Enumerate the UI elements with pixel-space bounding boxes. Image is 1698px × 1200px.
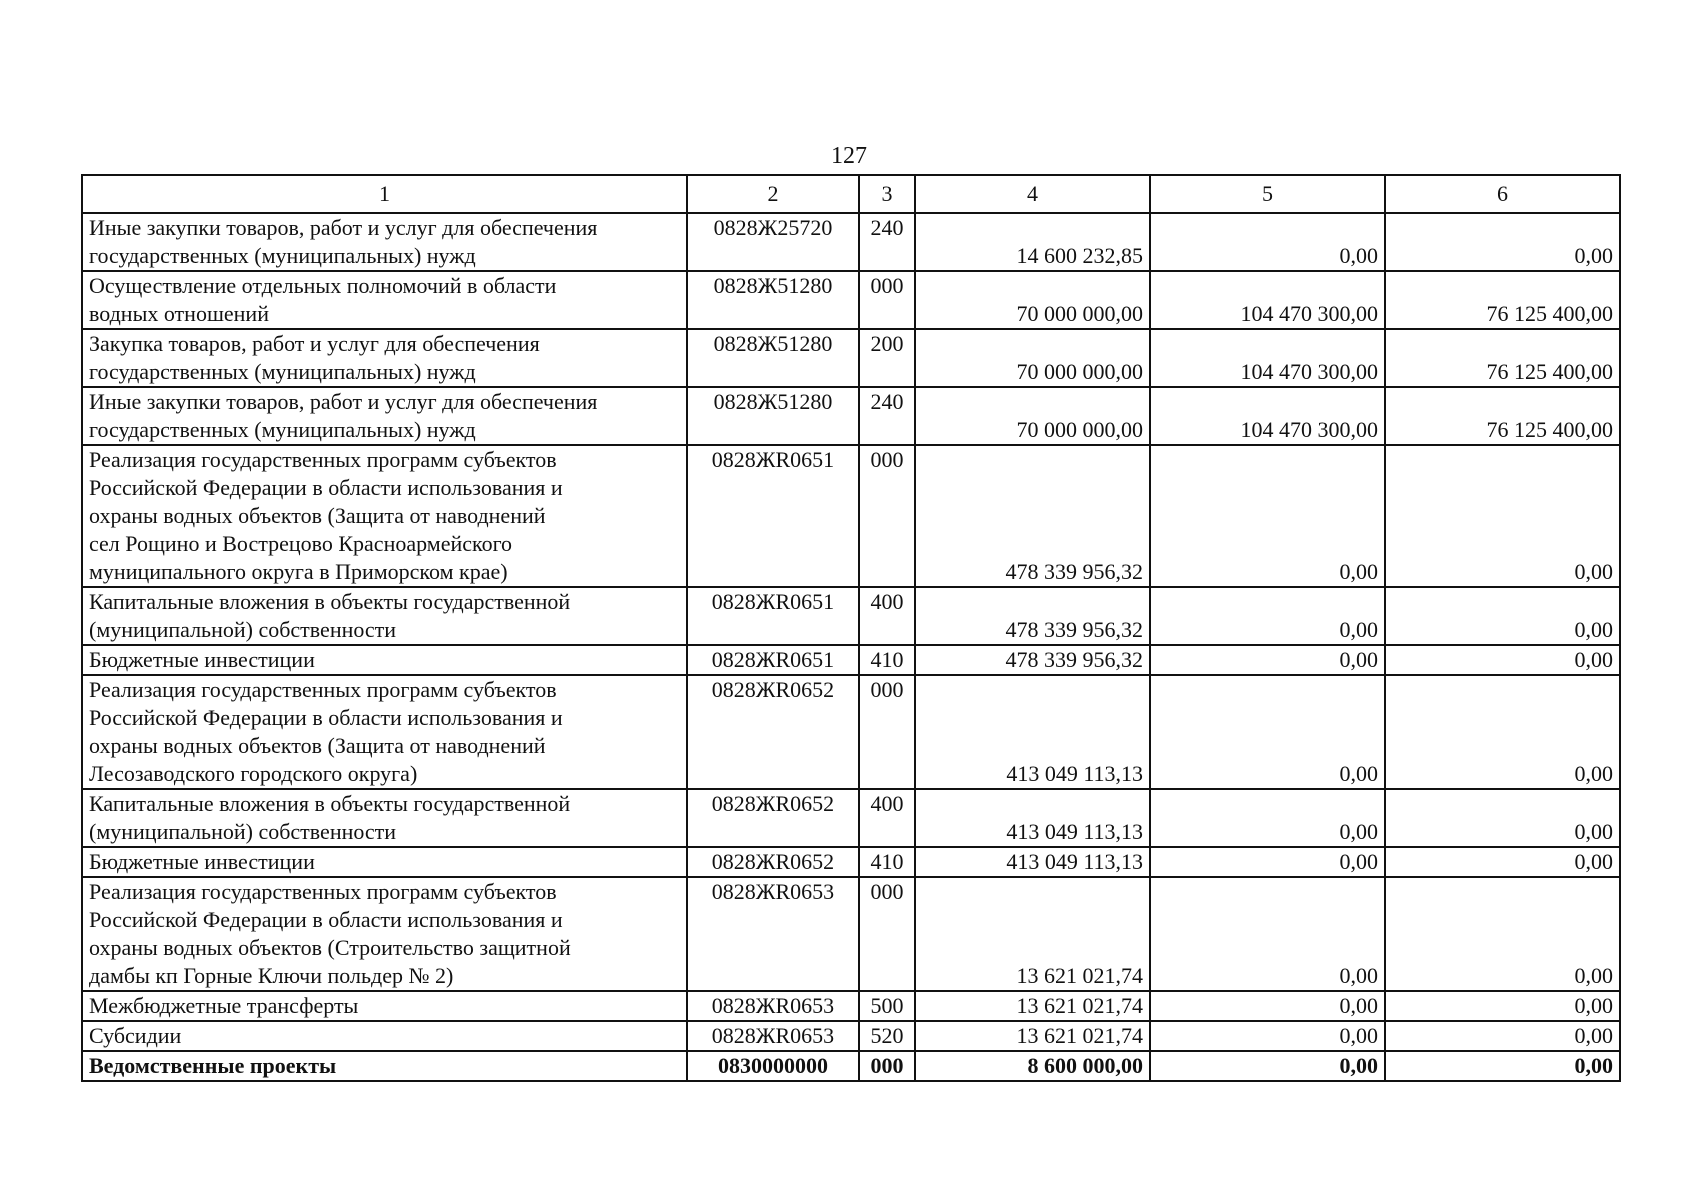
amount-col6-cell: 76 125 400,00 [1385,329,1620,387]
amount-col5-cell: 0,00 [1150,877,1385,991]
table-row [82,271,1620,329]
amount-col5-cell: 0,00 [1150,847,1385,877]
item-name-cell: Бюджетные инвестиции [82,847,687,877]
item-name-cell: Бюджетные инвестиции [82,645,687,675]
amount-col4-cell: 413 049 113,13 [915,847,1150,877]
expense-type-code-cell: 000 [859,271,915,329]
target-article-code-cell: 0830000000 [687,1051,859,1081]
amount-col4-cell: 70 000 000,00 [915,271,1150,329]
amount-col6-cell: 0,00 [1385,789,1620,847]
table-row [82,789,1620,847]
amount-col5-cell: 0,00 [1150,645,1385,675]
target-article-code-cell: 0828Ж25720 [687,213,859,271]
amount-col6-cell: 0,00 [1385,645,1620,675]
item-name-cell: Капитальные вложения в объекты государственной (муниципальной) собственности [82,587,687,645]
item-name-cell: Реализация государственных программ субъектов Российской Федерации в области использования и охраны водных объектов (Защита от наводнений сел Рощино и Вострецово Красноармейского муниципального округа в Приморском крае) [82,445,687,587]
amount-col5-cell: 0,00 [1150,587,1385,645]
amount-col5-cell: 0,00 [1150,1051,1385,1081]
budget-table-body [82,175,1620,1081]
expense-type-code-cell: 000 [859,877,915,991]
amount-col5-cell: 104 470 300,00 [1150,329,1385,387]
table-row [82,1051,1620,1081]
expense-type-code-cell: 000 [859,445,915,587]
target-article-code-cell: 0828Ж51280 [687,329,859,387]
amount-col4-cell: 70 000 000,00 [915,387,1150,445]
expense-type-code-cell: 400 [859,789,915,847]
amount-col4-cell: 13 621 021,74 [915,877,1150,991]
column-number-2: 2 [687,175,859,213]
column-number-4: 4 [915,175,1150,213]
target-article-code-cell: 0828ЖR0652 [687,675,859,789]
amount-col6-cell: 0,00 [1385,847,1620,877]
amount-col4-cell: 13 621 021,74 [915,991,1150,1021]
amount-col5-cell: 0,00 [1150,445,1385,587]
expense-type-code-cell: 240 [859,387,915,445]
amount-col5-cell: 104 470 300,00 [1150,271,1385,329]
amount-col5-cell: 0,00 [1150,675,1385,789]
table-row [82,587,1620,645]
amount-col6-cell: 0,00 [1385,587,1620,645]
expense-type-code-cell: 200 [859,329,915,387]
item-name-cell: Ведомственные проекты [82,1051,687,1081]
item-name-cell: Субсидии [82,1021,687,1051]
target-article-code-cell: 0828Ж51280 [687,271,859,329]
column-number-6: 6 [1385,175,1620,213]
amount-col5-cell: 0,00 [1150,1021,1385,1051]
target-article-code-cell: 0828ЖR0652 [687,789,859,847]
expense-type-code-cell: 500 [859,991,915,1021]
table-row [82,387,1620,445]
column-number-3: 3 [859,175,915,213]
table-row [82,877,1620,991]
item-name-cell: Иные закупки товаров, работ и услуг для обеспечения государственных (муниципальных) нужд [82,213,687,271]
item-name-cell: Реализация государственных программ субъектов Российской Федерации в области использования и охраны водных объектов (Строительство защитной дамбы кп Горные Ключи польдер № 2) [82,877,687,991]
amount-col4-cell: 478 339 956,32 [915,587,1150,645]
amount-col5-cell: 104 470 300,00 [1150,387,1385,445]
amount-col5-cell: 0,00 [1150,991,1385,1021]
item-name-cell: Реализация государственных программ субъектов Российской Федерации в области использования и охраны водных объектов (Защита от наводнений Лесозаводского городского округа) [82,675,687,789]
page-number: 127 [831,143,867,169]
table-row [82,1021,1620,1051]
amount-col6-cell: 0,00 [1385,213,1620,271]
target-article-code-cell: 0828ЖR0653 [687,877,859,991]
expense-type-code-cell: 400 [859,587,915,645]
target-article-code-cell: 0828ЖR0651 [687,587,859,645]
amount-col4-cell: 14 600 232,85 [915,213,1150,271]
item-name-cell: Иные закупки товаров, работ и услуг для обеспечения государственных (муниципальных) нужд [82,387,687,445]
item-name-cell: Закупка товаров, работ и услуг для обеспечения государственных (муниципальных) нужд [82,329,687,387]
amount-col6-cell: 0,00 [1385,991,1620,1021]
column-number-1: 1 [82,175,687,213]
amount-col6-cell: 76 125 400,00 [1385,387,1620,445]
expense-type-code-cell: 410 [859,645,915,675]
table-row [82,991,1620,1021]
amount-col6-cell: 0,00 [1385,675,1620,789]
amount-col4-cell: 413 049 113,13 [915,675,1150,789]
amount-col4-cell: 8 600 000,00 [915,1051,1150,1081]
amount-col6-cell: 0,00 [1385,877,1620,991]
item-name-cell: Межбюджетные трансферты [82,991,687,1021]
target-article-code-cell: 0828ЖR0651 [687,445,859,587]
amount-col6-cell: 0,00 [1385,445,1620,587]
target-article-code-cell: 0828ЖR0653 [687,1021,859,1051]
amount-col5-cell: 0,00 [1150,213,1385,271]
amount-col4-cell: 13 621 021,74 [915,1021,1150,1051]
budget-table [81,174,1621,1082]
table-row [82,329,1620,387]
column-number-row [82,175,1620,213]
target-article-code-cell: 0828Ж51280 [687,387,859,445]
expense-type-code-cell: 000 [859,675,915,789]
target-article-code-cell: 0828ЖR0651 [687,645,859,675]
amount-col4-cell: 478 339 956,32 [915,445,1150,587]
expense-type-code-cell: 520 [859,1021,915,1051]
column-number-5: 5 [1150,175,1385,213]
amount-col4-cell: 478 339 956,32 [915,645,1150,675]
expense-type-code-cell: 410 [859,847,915,877]
item-name-cell: Капитальные вложения в объекты государственной (муниципальной) собственности [82,789,687,847]
table-row [82,675,1620,789]
item-name-cell: Осуществление отдельных полномочий в области водных отношений [82,271,687,329]
amount-col4-cell: 70 000 000,00 [915,329,1150,387]
table-row [82,445,1620,587]
table-row [82,645,1620,675]
table-row [82,213,1620,271]
amount-col4-cell: 413 049 113,13 [915,789,1150,847]
target-article-code-cell: 0828ЖR0652 [687,847,859,877]
table-row [82,847,1620,877]
target-article-code-cell: 0828ЖR0653 [687,991,859,1021]
amount-col6-cell: 0,00 [1385,1051,1620,1081]
amount-col6-cell: 0,00 [1385,1021,1620,1051]
amount-col5-cell: 0,00 [1150,789,1385,847]
expense-type-code-cell: 000 [859,1051,915,1081]
amount-col6-cell: 76 125 400,00 [1385,271,1620,329]
expense-type-code-cell: 240 [859,213,915,271]
